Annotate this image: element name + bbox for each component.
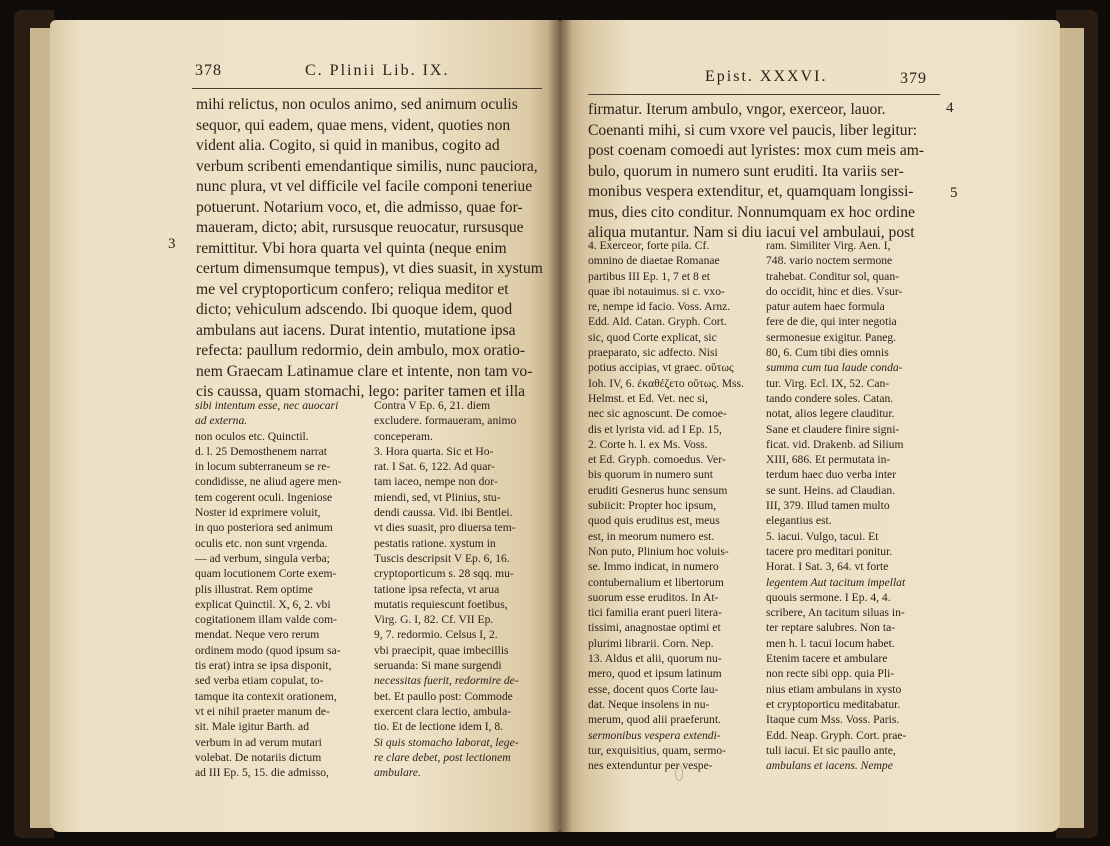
- footnote-line: 13. Aldus et alii, quorum nu-: [588, 652, 722, 666]
- footnote-line: condidisse, ne aliud agere men-: [195, 475, 342, 489]
- footnote-line: dis et lyrista vid. ad I Ep. 15,: [588, 422, 722, 436]
- footnote-line: non recte sibi opp. quia Pli-: [766, 667, 895, 681]
- footnote-line: contubernalium et libertorum: [588, 575, 724, 589]
- footnote-line: men h. l. tacui locum habet.: [766, 636, 895, 650]
- footnote-line: Helmst. et Ed. Vet. nec si,: [588, 391, 708, 405]
- footnote-line: Sane et claudere finire signi-: [766, 422, 900, 436]
- footnote-line: do occidit, hinc et dies. Vsur-: [766, 284, 903, 298]
- footnote-line: et cryptoporticu meditabatur.: [766, 697, 901, 711]
- footnote-line: excludere. formaueram, animo: [374, 414, 517, 428]
- footnote-line: sermonibus vespera extendi-: [588, 728, 721, 742]
- footnotes-left-col1: [195, 398, 367, 780]
- footnote-line: legentem Aut tacitum impellat: [766, 575, 906, 589]
- footnote-line: eruditi Gesnerus hunc sensum: [588, 483, 728, 497]
- footnote-line: seruanda: Si mane surgendi: [374, 659, 502, 673]
- footnote-line: trahebat. Conditur sol, quan-: [766, 269, 899, 283]
- footnote-line: re clare debet, post lectionem: [374, 750, 511, 764]
- main-text-right: [588, 100, 940, 244]
- footnote-line: tio. Et de lectione idem I, 8.: [374, 720, 504, 734]
- footnote-line: sit. Male igitur Barth. ad: [195, 720, 309, 734]
- footnote-line: in locum subterraneum se re-: [195, 460, 331, 474]
- footnote-line: explicat Quinctil. X, 6, 2. vbi: [195, 597, 331, 611]
- footnote-line: conceperam.: [374, 429, 433, 443]
- footnote-line: ficat. vid. Drakenb. ad Silium: [766, 437, 904, 451]
- footnote-line: partibus III Ep. 1, 7 et 8 et: [588, 269, 711, 283]
- footnote-line: patur autem haec formula: [766, 300, 885, 314]
- footnote-line: ad III Ep. 5, 15. die admisso,: [195, 766, 329, 780]
- footnote-line: Si quis stomacho laborat, lege-: [374, 735, 519, 749]
- page-number-right: 379: [900, 70, 927, 87]
- text-line: dicto; vehiculum adscendo. Ibi quoque idem, quod: [196, 301, 513, 318]
- footnote-line: quouis sermone. I Ep. 4, 4.: [766, 590, 891, 604]
- footnote-line: in quo posteriora sed animum: [195, 521, 333, 535]
- footnote-line: 4. Exerceor, forte pila. Cf.: [588, 239, 710, 252]
- footnote-line: pestatis ratione. xystum in: [374, 536, 496, 550]
- footnote-line: Ioh. IV, 6. ἐκαθέζετο οὕτως. Mss.: [588, 376, 744, 390]
- text-line: mus, dies cito conditur. Nonnumquam ex hoc ordine: [588, 203, 915, 221]
- page-edges-right: [1058, 28, 1084, 828]
- footnote-line: tuli iacui. Et sic paullo ante,: [766, 743, 896, 757]
- text-line: nunc plura, vt vel difficile vel facile componi teneriue: [196, 178, 533, 195]
- header-rule-left: [192, 88, 542, 89]
- text-line: vident alia. Cogito, si quid in manibus, cogito ad: [196, 137, 500, 154]
- footnote-line: ambulare.: [374, 766, 421, 780]
- footnote-line: plis illustrat. Rem optime: [195, 582, 313, 596]
- footnote-line: vt ei nihil praeter manum de-: [195, 704, 330, 718]
- footnote-line: 2. Corte h. l. ex Ms. Voss.: [588, 437, 708, 451]
- footnote-line: 9, 7. redormio. Celsus I, 2.: [374, 628, 498, 642]
- footnote-line: tando condere soles. Catan.: [766, 391, 894, 405]
- left-page: [50, 20, 560, 832]
- footnote-line: exercent clara lectio, ambula-: [374, 704, 512, 718]
- footnote-line: ambulans et iacens. Nempe: [766, 759, 893, 773]
- footnote-line: mero, quod et ipsum latinum: [588, 667, 722, 681]
- running-head-right: Epist. XXXVI.: [705, 68, 828, 85]
- running-head-left: C. Plinii Lib. IX.: [305, 62, 450, 79]
- footnote-line: tur, exquisitius, quam, sermo-: [588, 743, 726, 757]
- footnote-line: tem cogerent oculi. Ingeniose: [195, 490, 333, 504]
- footnote-line: nes extenduntur per vespe-: [588, 759, 713, 773]
- text-line: verbum scribenti emendantique similis, nunc pauciora,: [196, 157, 538, 175]
- text-line: sequor, qui eadem, quae mens, vident, quoties non: [196, 116, 511, 134]
- text-line: certum dimensumque tempus), vt dies suasit, in xystum: [196, 260, 543, 277]
- footnote-line: terdum haec duo verba inter: [766, 468, 897, 482]
- footnote-line: nec sic agnoscunt. De comoe-: [588, 407, 727, 421]
- footnote-line: Noster id exprimere voluit,: [195, 506, 321, 520]
- footnote-line: praeparato, sic adfecto. Nisi: [588, 346, 718, 360]
- footnote-line: mendat. Neque vero rerum: [195, 628, 320, 642]
- text-line: refecta: paullum redormio, dein ambulo, mox oratio-: [196, 342, 526, 359]
- footnote-line: vbi praecipit, quae imbecillis: [374, 643, 509, 657]
- footnote-line: summa cum tua laude conda-: [766, 361, 903, 375]
- footnote-line: quae ibi notauimus. si c. vxo-: [588, 284, 725, 298]
- footnote-line: notat, alios legere clauditur.: [766, 407, 895, 421]
- marginal-number-3: 3: [168, 236, 176, 252]
- footnote-line: 3. Hora quarta. Sic et Ho-: [374, 444, 494, 458]
- footnote-line: est, in meorum numero est.: [588, 529, 715, 543]
- marginal-number-4: 4: [946, 100, 954, 116]
- footnote-line: tamque ita contexit orationem,: [195, 689, 337, 703]
- footnote-line: oculis etc. non sunt vrgenda.: [195, 536, 328, 550]
- text-line: ambulans aut iacens. Durat intentio, mutatione ipsa: [196, 321, 516, 339]
- footnote-line: tissimi, anagnostae optimi et: [588, 621, 721, 635]
- text-line: monibus vespera extenditur, et, quamquam longissi-: [588, 183, 914, 200]
- footnote-line: d. l. 25 Demosthenem narrat: [195, 444, 328, 458]
- footnote-line: verbum in ad verum mutari: [195, 735, 322, 749]
- footnote-line: miendi, sed, vt Plinius, stu-: [374, 490, 501, 504]
- footnote-line: quam locutionem Corte exem-: [195, 567, 337, 581]
- footnote-line: — ad verbum, singula verba;: [195, 551, 330, 565]
- footnote-line: Contra V Ep. 6, 21. diem: [374, 399, 491, 412]
- footnote-line: tatione ipsa refecta, vt arua: [374, 582, 500, 596]
- footnote-line: volebat. De notariis dictum: [195, 750, 322, 764]
- text-line: post coenam comoedi aut lyristes: mox cum meis am-: [588, 142, 925, 159]
- footnote-line: tici familia erant pueri litera-: [588, 606, 722, 620]
- footnote-line: ad externa.: [195, 414, 248, 428]
- footnote-line: tam iaceo, nempe non dor-: [374, 475, 498, 489]
- text-line: maueram, dicto; abit, rursusque reuocatur, rursusque: [196, 219, 524, 236]
- footnote-line: sed verba etiam copulat, to-: [195, 674, 324, 688]
- footnote-line: vt dies suasit, pro diuersa tem-: [374, 521, 516, 535]
- footnote-line: Virg. G. I, 82. Cf. VII Ep.: [374, 613, 494, 627]
- footnotes-right-col1: [588, 238, 760, 773]
- footnote-line: tur. Virg. Ecl. IX, 52. Can-: [766, 376, 890, 390]
- footnote-line: 5. iacui. Vulgo, tacui. Et: [766, 529, 879, 543]
- footnote-line: et Ed. Gryph. comoedus. Ver-: [588, 453, 726, 467]
- footnote-line: nius etiam ambulans in xysto: [766, 682, 902, 696]
- footnote-line: 748. vario noctem sermone: [766, 254, 893, 268]
- marginal-number-5: 5: [950, 185, 958, 201]
- book-gutter: [548, 20, 572, 832]
- footnotes-left-col2: [374, 398, 548, 780]
- page-number-left: 378: [195, 62, 222, 79]
- footnote-line: 80, 6. Cum tibi dies omnis: [766, 346, 889, 360]
- footnote-line: sermonesue exigitur. Paneg.: [766, 330, 897, 344]
- footnote-line: fere de die, qui inter negotia: [766, 315, 897, 329]
- footnote-line: Horat. I Sat. 3, 64. vt forte: [766, 560, 889, 574]
- footnote-line: quod quis eruditus est, meus: [588, 514, 720, 528]
- footnote-line: tis erat) intra se ipsa disponit,: [195, 659, 332, 673]
- footnote-line: se sunt. Heins. ad Claudian.: [766, 483, 896, 497]
- footnote-line: esse, docent quos Corte lau-: [588, 682, 719, 696]
- text-line: cis caussa, quam stomachi, lego: pariter tamen et illa: [196, 383, 526, 400]
- footnote-line: re, nempe id facio. Voss. Arnz.: [588, 300, 731, 314]
- footnote-line: scribere, An tacitum siluas in-: [766, 606, 905, 620]
- text-line: Coenanti mihi, si cum vxore vel paucis, liber legitur:: [588, 121, 918, 139]
- footnote-line: ordinem modo (quod ipsum sa-: [195, 643, 341, 657]
- footnote-line: tacere pro meditari ponitur.: [766, 544, 893, 558]
- footnote-line: cogitationem illam valde com-: [195, 613, 337, 627]
- text-line: me vel cryptoporticum confero; reliqua meditor et: [196, 280, 509, 298]
- footnote-line: Edd. Neap. Gryph. Cort. prae-: [766, 728, 907, 742]
- footnote-line: se. Immo indicat, in numero: [588, 560, 719, 574]
- footnote-line: sibi intentum esse, nec auocari: [195, 399, 339, 412]
- footnote-line: Tuscis descripsit V Ep. 6, 16.: [374, 551, 510, 565]
- text-line: nem Graecam Latinamue clare et intente, non tam vo-: [196, 362, 533, 380]
- main-text-left: [196, 95, 546, 403]
- footnote-line: plurimi librarii. Corn. Nep.: [588, 636, 714, 650]
- footnote-line: non oculos etc. Quinctil.: [195, 429, 309, 443]
- footnote-line: Non puto, Plinium hoc voluis-: [588, 544, 729, 558]
- footnote-line: merum, quod alii praeferunt.: [588, 713, 721, 727]
- header-rule-right: [588, 94, 940, 95]
- footnote-line: dendi caussa. Vid. ibi Bentlei.: [374, 506, 513, 520]
- text-line: mihi relictus, non oculos animo, sed animum oculis: [196, 96, 518, 113]
- footnote-line: Itaque cum Mss. Voss. Paris.: [766, 713, 900, 727]
- footnote-line: ram. Similiter Virg. Aen. I,: [766, 239, 891, 252]
- footnote-line: necessitas fuerit, redormire de-: [374, 674, 519, 688]
- footnote-line: elegantius est.: [766, 514, 832, 528]
- footnote-line: Edd. Ald. Catan. Gryph. Cort.: [588, 315, 727, 329]
- text-line: aliqua mutantur. Nam si diu iacui vel ambulaui, post: [588, 224, 915, 241]
- footnote-line: subiicit: Propter hoc ipsum,: [588, 499, 717, 513]
- footnote-line: bis quorum in numero sunt: [588, 468, 713, 482]
- text-line: firmatur. Iterum ambulo, vngor, exerceor, lauor.: [588, 101, 886, 118]
- footnote-line: sic, quod Corte explicat, sic: [588, 330, 717, 344]
- right-page: [560, 20, 1060, 832]
- footnote-line: omnino de diaetae Romanae: [588, 254, 720, 268]
- footnotes-right-col2: [766, 238, 944, 773]
- footnote-line: III, 379. Illud tamen multo: [766, 499, 890, 513]
- footnote-line: Etenim tacere et ambulare: [766, 652, 888, 666]
- footnote-line: mutatis requiescunt foetibus,: [374, 597, 508, 611]
- footnote-line: suorum esse eruditos. In At-: [588, 590, 719, 604]
- footnote-line: rat. I Sat. 6, 122. Ad quar-: [374, 460, 495, 474]
- text-line: potuerunt. Notarium voco, et, die admisso, quae for-: [196, 198, 523, 216]
- text-line: bulo, quorum in numero sunt eruditi. Ita variis ser-: [588, 162, 904, 180]
- footnote-line: bet. Et paullo post: Commode: [374, 689, 513, 703]
- text-line: remittitur. Vbi hora quarta vel quinta (neque enim: [196, 239, 507, 257]
- footnote-line: XIII, 686. Et permutata in-: [766, 453, 891, 467]
- footnote-line: dat. Neque insolens in nu-: [588, 697, 710, 711]
- footnote-line: cryptoporticum s. 28 sqq. mu-: [374, 567, 514, 581]
- footnote-line: ter reptare salubres. Non ta-: [766, 621, 896, 635]
- footnote-line: potius accipias, vt graec. οὕτως: [588, 361, 734, 375]
- paper-stain: [675, 765, 683, 781]
